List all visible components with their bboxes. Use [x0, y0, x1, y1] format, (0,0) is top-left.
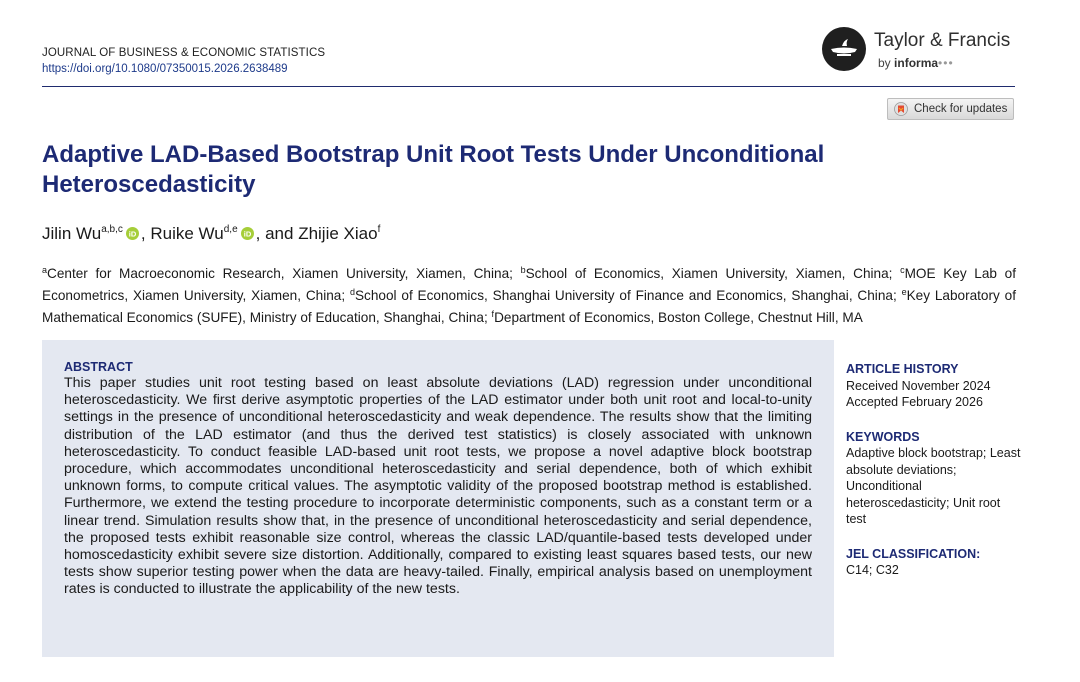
- keywords-text: Adaptive block bootstrap; Least absolute deviations; Unconditional heteroscedasticity; Unit root test: [846, 446, 1021, 526]
- received-date: Received November 2024: [846, 378, 991, 393]
- orcid-icon[interactable]: [241, 227, 254, 240]
- journal-header: [42, 45, 325, 77]
- author-name: Jilin Wu: [42, 224, 102, 243]
- author-separator: ,: [140, 224, 151, 243]
- article-sidebar: [846, 361, 1021, 597]
- jel-heading: JEL CLASSIFICATION:: [846, 546, 981, 561]
- article-history: [846, 361, 1021, 411]
- affiliations: [42, 261, 1016, 327]
- affil-text: School of Economics, Shanghai University of Finance and Economics, Shanghai, China;: [354, 288, 902, 303]
- affil-text: MOE Key Lab of Econometrics, Xiamen University, Xiamen, China;: [42, 266, 1016, 303]
- keywords-heading: KEYWORDS: [846, 429, 920, 444]
- svg-text:iD: iD: [128, 229, 137, 239]
- check-for-updates-label: Check for updates: [914, 103, 1008, 115]
- accepted-date: Accepted February 2026: [846, 395, 983, 409]
- jel-classification: [846, 546, 1021, 579]
- author-affil-marks: d,e: [223, 224, 238, 235]
- affil-mark: a: [42, 265, 48, 275]
- author-affil-marks: f: [377, 224, 381, 235]
- abstract-heading: ABSTRACT: [64, 360, 133, 374]
- publisher-sub: [878, 56, 954, 70]
- abstract-text: This paper studies unit root testing based on least absolute deviations (LAD) regression under unconditional heteroscedasticity. We first derive asymptotic properties of the LAD estimator under both unit root and local-to-unity settings in the presence of unconditional heteroscedasticity and weak dependence. The results show that the limiting distribution of the LAD estimator (and thus the derived test statistics) is closely associated with unknown heteroscedasticity. To conduct feasible LAD-based unit root tests, we propose a novel adaptive block bootstrap procedure, which accommodates unconditional heteroscedasticity and serial dependence, both of which exhibit unknown forms, to compute critical values. The asymptotic validity of the proposed bootstrap method is established. Furthermore, we extend the testing procedure to incorporate deterministic components, such as a constant term or a linear trend. Simulation results show that, in the presence of unconditional heteroscedasticity and serial dependence, the proposed tests exhibit reasonable size control, whereas the classic LAD/quantile-based tests developed under homoscedasticity exhibit severe size distortion. Additionally, compared to existing least squares based tests, our new tests show superior testing power when the data are heavy-tailed. Finally, empirical analysis based on unemployment rates is conducted to illustrate the applicability of the new tests.: [64, 375, 812, 598]
- doi-link[interactable]: https://doi.org/10.1080/07350015.2026.2638489: [42, 63, 288, 75]
- abstract-box: [42, 340, 834, 657]
- publisher-dots: •••: [938, 56, 954, 70]
- publisher-logo: [822, 27, 1022, 77]
- author-separator: , and: [255, 224, 299, 243]
- affil-mark: c: [900, 265, 905, 275]
- article-history-heading: ARTICLE HISTORY: [846, 362, 959, 376]
- affil-mark: b: [520, 265, 526, 275]
- affil-text: School of Economics, Xiamen University, Xiamen, China;: [525, 266, 901, 281]
- affil-mark: e: [901, 287, 907, 297]
- author-list: [42, 224, 380, 244]
- affil-mark: f: [491, 309, 495, 319]
- publisher-name: Taylor & Francis: [874, 30, 1011, 51]
- affil-mark: d: [349, 287, 355, 297]
- paper-title: Adaptive LAD-Based Bootstrap Unit Root Tests Under Unconditional Heteroscedasticity: [42, 141, 825, 198]
- author-name: Zhijie Xiao: [298, 224, 378, 243]
- affil-text: Center for Macroeconomic Research, Xiamen University, Xiamen, China;: [47, 266, 521, 281]
- crossmark-icon: [894, 102, 908, 116]
- affil-text: Key Laboratory of Mathematical Economics (SUFE), Ministry of Education, Shanghai, China;: [42, 288, 1016, 325]
- orcid-icon[interactable]: [126, 227, 139, 240]
- svg-text:iD: iD: [243, 229, 251, 239]
- jel-codes: C14; C32: [846, 563, 899, 577]
- publisher-by: by: [878, 56, 891, 70]
- affil-text: Department of Economics, Boston College, Chestnut Hill, MA: [494, 310, 863, 325]
- keywords: [846, 429, 1021, 528]
- journal-name: JOURNAL OF BUSINESS & ECONOMIC STATISTICS: [42, 47, 326, 59]
- check-for-updates-button[interactable]: [887, 98, 1014, 120]
- header-divider: [42, 86, 1015, 87]
- author-name: Ruike Wu: [150, 224, 224, 243]
- taylor-francis-lamp-icon: [822, 27, 866, 71]
- author-affil-marks: a,b,c: [101, 224, 123, 235]
- publisher-brand: informa: [894, 56, 939, 70]
